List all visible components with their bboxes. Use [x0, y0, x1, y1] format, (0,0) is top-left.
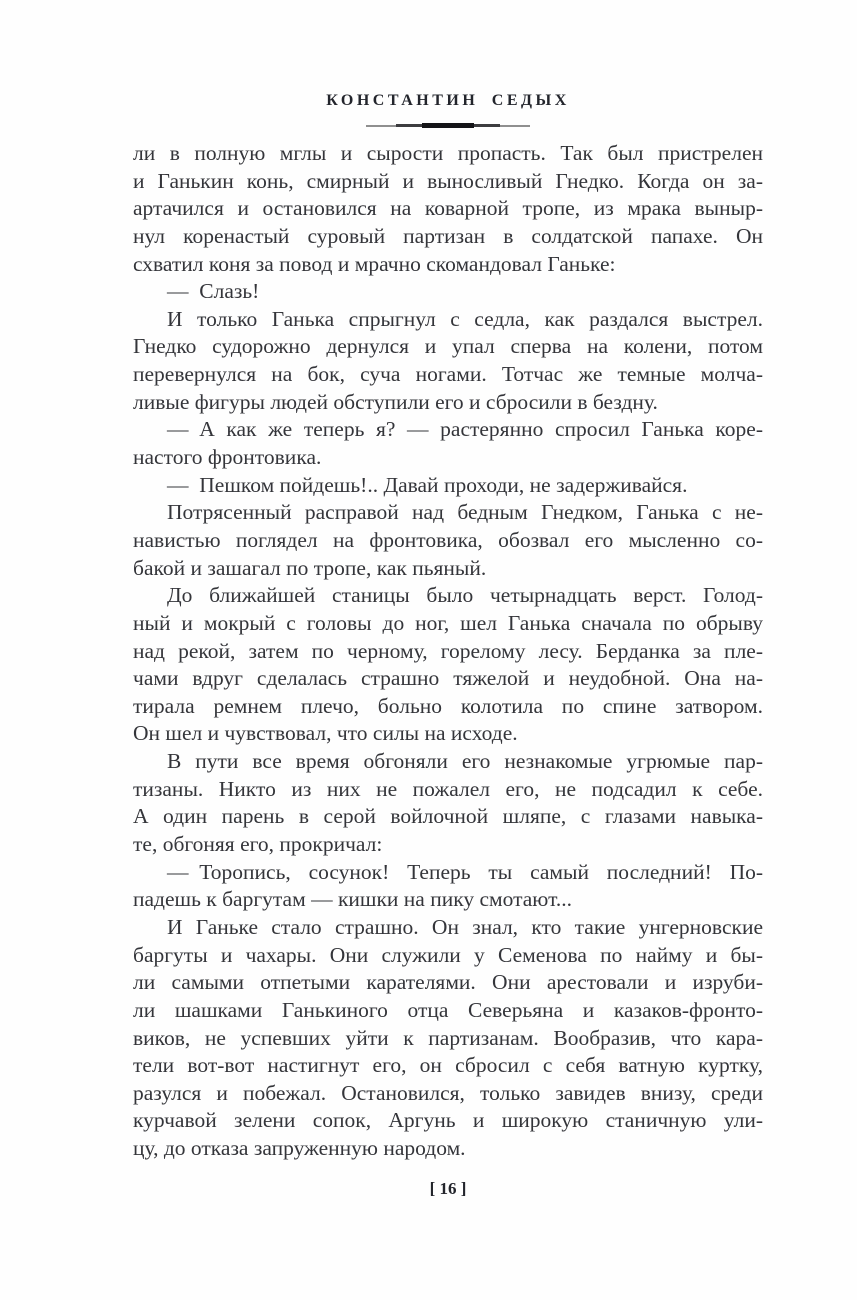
running-header-author: КОНСТАНТИН СЕДЫХ: [326, 92, 570, 109]
text-line: над рекой, затем по черному, горелому лесу. Берданка за пле-: [133, 638, 763, 663]
text-line: баргуты и чахары. Они служили у Семенова по найму и бы-: [133, 942, 763, 967]
text-line: схватил коня за повод и мрачно скомандовал Ганьке:: [133, 251, 616, 276]
text-line: чами вдруг сделалась страшно тяжелой и неудобной. Она на-: [133, 666, 763, 691]
text-line: В пути все время обгоняли его незнакомые угрюмые пар-: [167, 749, 763, 774]
text-line: тизаны. Никто из них не пожалел его, не подсадил к себе.: [133, 776, 763, 801]
text-line: А один парень в серой войлочной шляпе, с глазами навыка-: [133, 804, 763, 829]
text-line: — А как же теперь я? — растерянно спросил Ганька коре-: [167, 417, 763, 442]
text-line: тели вот-вот настигнут его, он сбросил с себя ватную куртку,: [133, 1053, 763, 1078]
ornament-segment: [396, 124, 422, 127]
ornament-segment: [366, 125, 396, 127]
ornament-segment: [474, 124, 500, 127]
text-line: Потрясенный расправой над бедным Гнедком, Ганька с не-: [167, 500, 763, 525]
text-line: ли самыми отпетыми карателями. Они арестовали и изруби-: [133, 970, 763, 995]
text-line: цу, до отказа запруженную народом.: [133, 1136, 466, 1161]
text-line: и Ганькин конь, смирный и выносливый Гнедко. Когда он за-: [133, 168, 763, 193]
text-line: те, обгоняя его, прокричал:: [133, 832, 383, 857]
text-line: ный и мокрый с головы до ног, шел Ганька сначала по обрыву: [133, 610, 763, 635]
text-line: И Ганьке стало страшно. Он знал, кто такие унгерновские: [167, 914, 763, 939]
text-line: бакой и зашагал по тропе, как пьяный.: [133, 555, 487, 580]
ornament-segment: [500, 125, 530, 127]
text-line: настого фронтовика.: [133, 445, 322, 470]
text-line: — Торопись, сосунок! Теперь ты самый последний! По-: [167, 859, 763, 884]
text-line: ли в полную мглы и сырости пропасть. Так был пристрелен: [133, 141, 763, 165]
text-line: разулся и побежал. Остановился, только завидев внизу, среди: [133, 1080, 763, 1105]
ornament-segment: [422, 123, 474, 129]
text-line: До ближайшей станицы было четырнадцать верст. Голод-: [167, 583, 763, 608]
text-line: — Слазь!: [167, 279, 260, 304]
text-line: И только Ганька спрыгнул с седла, как раздался выстрел.: [167, 306, 763, 331]
text-line: Гнедко судорожно дернулся и упал сперва на колени, потом: [133, 334, 763, 359]
text-line: перевернулся на бок, суча ногами. Тотчас же темные молча-: [133, 362, 763, 387]
text-line: виков, не успевших уйти к партизанам. Вообразив, что кара-: [133, 1025, 763, 1050]
text-line: ли шашками Ганькиного отца Северьяна и казаков-фронто-: [133, 997, 763, 1022]
text-line: навистью поглядел на фронтовика, обозвал его мысленно со-: [133, 527, 763, 552]
header-rule-ornament: [366, 121, 530, 130]
text-line: курчавой зелени сопок, Аргунь и широкую станичную ули-: [133, 1108, 763, 1133]
body-text: [133, 140, 763, 1163]
text-line: артачился и остановился на коварной тропе, из мрака выныр-: [133, 196, 763, 221]
text-line: ливые фигуры людей обступили его и сбросили в бездну.: [133, 389, 658, 414]
text-line: нул коренастый суровый партизан в солдатской папахе. Он: [133, 223, 763, 248]
text-line: — Пешком пойдешь!.. Давай проходи, не задерживайся.: [167, 472, 688, 497]
text-line: Он шел и чувствовал, что силы на исходе.: [133, 721, 518, 746]
text-line: тирала ремнем плечо, больно колотила по спине затвором.: [133, 693, 763, 718]
page-number: [ 16 ]: [429, 1179, 467, 1198]
text-line: падешь к баргутам — кишки на пику смотают...: [133, 887, 572, 912]
